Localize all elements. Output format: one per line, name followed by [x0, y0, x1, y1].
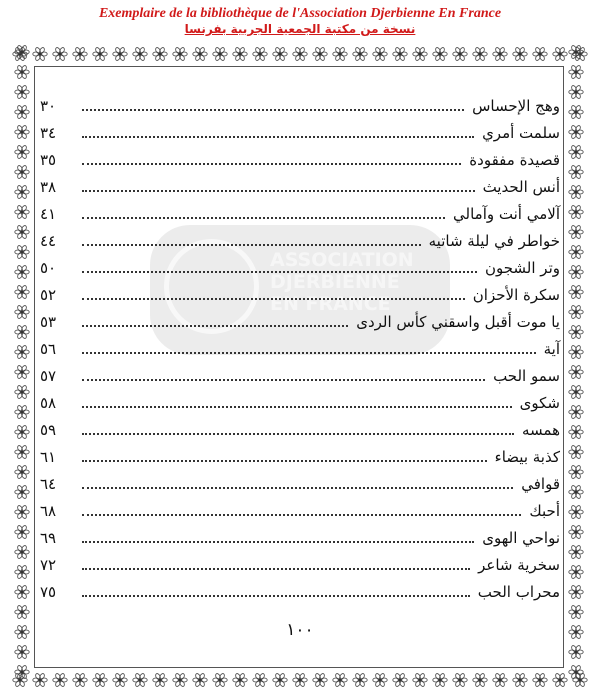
floral-ornament-icon: [569, 465, 583, 479]
toc-dot-leader: [82, 514, 521, 516]
floral-ornament-icon: [493, 47, 507, 61]
floral-ornament-icon: [153, 47, 167, 61]
toc-entry: [40, 524, 560, 551]
floral-ornament-icon: [569, 85, 583, 99]
toc-entry: [40, 578, 560, 605]
floral-ornament-icon: [15, 545, 29, 559]
toc-entry: [40, 200, 560, 227]
library-stamp-header: [0, 6, 600, 36]
floral-ornament-icon: [15, 105, 29, 119]
floral-ornament-icon: [393, 47, 407, 61]
floral-ornament-icon: [569, 665, 583, 679]
toc-entry: [40, 551, 560, 578]
floral-ornament-icon: [473, 673, 487, 687]
toc-entry: [40, 119, 560, 146]
floral-ornament-icon: [569, 185, 583, 199]
toc-entry-page: ٦٤: [40, 474, 57, 493]
floral-ornament-icon: [569, 145, 583, 159]
floral-ornament-icon: [15, 305, 29, 319]
toc-dot-leader: [82, 595, 470, 597]
floral-ornament-icon: [569, 605, 583, 619]
floral-ornament-icon: [15, 205, 29, 219]
floral-ornament-icon: [569, 305, 583, 319]
toc-entry-page: ٧٥: [40, 582, 57, 601]
border-left-ornament: [10, 42, 34, 692]
toc-entry-page: ٣٨: [40, 177, 57, 196]
floral-ornament-icon: [569, 285, 583, 299]
toc-entry-page: ٥٠: [40, 258, 57, 277]
toc-entry-page: ٤٤: [40, 231, 57, 250]
floral-ornament-icon: [15, 525, 29, 539]
floral-ornament-icon: [273, 673, 287, 687]
page-number: ١٠٠: [286, 620, 314, 640]
floral-ornament-icon: [73, 47, 87, 61]
toc-entry-page: ٣٥: [40, 150, 57, 169]
floral-ornament-icon: [433, 673, 447, 687]
floral-ornament-icon: [569, 265, 583, 279]
toc-dot-leader: [82, 352, 536, 354]
floral-ornament-icon: [15, 65, 29, 79]
table-of-contents: [40, 92, 560, 605]
toc-entry: [40, 470, 560, 497]
floral-ornament-icon: [15, 465, 29, 479]
toc-entry: [40, 227, 560, 254]
border-top-ornament: [10, 42, 588, 66]
floral-ornament-icon: [533, 47, 547, 61]
floral-ornament-icon: [153, 673, 167, 687]
toc-dot-leader: [82, 109, 464, 111]
toc-entry-title: سلمت أمري: [482, 123, 560, 142]
floral-ornament-icon: [569, 645, 583, 659]
toc-entry-page: ٥٢: [40, 285, 57, 304]
toc-entry-title: سمو الحب: [493, 366, 560, 385]
watermark-line-3: EN FRANCE: [270, 293, 391, 315]
floral-ornament-icon: [113, 673, 127, 687]
toc-entry-title: آلامي أنت وآمالي: [453, 204, 560, 223]
toc-entry-page: ٦١: [40, 447, 57, 466]
toc-entry-title: قصيدة مفقودة: [469, 150, 560, 169]
toc-dot-leader: [82, 298, 465, 300]
toc-entry: [40, 281, 560, 308]
toc-entry: [40, 362, 560, 389]
toc-entry-page: ٥٨: [40, 393, 57, 412]
floral-ornament-icon: [15, 405, 29, 419]
watermark-line-2: DJERBIENNE: [270, 271, 400, 293]
toc-entry-page: ٦٨: [40, 501, 57, 520]
toc-dot-leader: [82, 487, 513, 489]
floral-ornament-icon: [569, 445, 583, 459]
toc-entry-page: ٥٣: [40, 312, 57, 331]
floral-ornament-icon: [33, 673, 47, 687]
floral-ornament-icon: [253, 47, 267, 61]
toc-dot-leader: [82, 325, 348, 327]
floral-ornament-icon: [15, 245, 29, 259]
floral-ornament-icon: [15, 645, 29, 659]
toc-entry-title: همسه: [521, 420, 560, 439]
watermark-line-1: ASSOCIATION: [270, 249, 414, 271]
floral-ornament-icon: [313, 673, 327, 687]
floral-ornament-icon: [173, 673, 187, 687]
toc-entry-page: ٥٩: [40, 420, 57, 439]
toc-entry: [40, 308, 560, 335]
floral-ornament-icon: [15, 285, 29, 299]
toc-dot-leader: [82, 190, 475, 192]
floral-ornament-icon: [213, 673, 227, 687]
floral-ornament-icon: [569, 165, 583, 179]
floral-ornament-icon: [313, 47, 327, 61]
floral-ornament-icon: [113, 47, 127, 61]
toc-dot-leader: [82, 244, 421, 246]
floral-ornament-icon: [569, 545, 583, 559]
floral-ornament-icon: [193, 673, 207, 687]
toc-dot-leader: [82, 568, 470, 570]
toc-entry: [40, 389, 560, 416]
floral-ornament-icon: [413, 673, 427, 687]
toc-entry: [40, 443, 560, 470]
floral-ornament-icon: [569, 565, 583, 579]
toc-entry-title: أحبك: [529, 501, 560, 520]
floral-ornament-icon: [373, 673, 387, 687]
floral-ornament-icon: [133, 47, 147, 61]
floral-ornament-icon: [513, 673, 527, 687]
floral-ornament-icon: [15, 85, 29, 99]
floral-ornament-icon: [333, 673, 347, 687]
toc-entry-page: ٧٢: [40, 555, 57, 574]
floral-ornament-icon: [133, 673, 147, 687]
floral-ornament-icon: [569, 45, 583, 59]
floral-ornament-icon: [569, 325, 583, 339]
floral-ornament-icon: [569, 225, 583, 239]
floral-ornament-icon: [453, 47, 467, 61]
floral-ornament-icon: [569, 385, 583, 399]
floral-ornament-icon: [569, 405, 583, 419]
floral-ornament-icon: [93, 47, 107, 61]
toc-entry-title: أنس الحديث: [482, 177, 560, 196]
toc-entry: [40, 254, 560, 281]
toc-entry-title: خواطر في ليلة شاتيه: [428, 231, 560, 250]
floral-ornament-icon: [15, 145, 29, 159]
toc-entry-page: ٦٩: [40, 528, 57, 547]
floral-ornament-icon: [453, 673, 467, 687]
toc-dot-leader: [82, 541, 474, 543]
floral-ornament-icon: [373, 47, 387, 61]
floral-ornament-icon: [15, 325, 29, 339]
toc-entry: [40, 146, 560, 173]
floral-ornament-icon: [569, 485, 583, 499]
border-right-ornament: [564, 42, 588, 692]
floral-ornament-icon: [253, 673, 267, 687]
floral-ornament-icon: [569, 205, 583, 219]
floral-ornament-icon: [93, 673, 107, 687]
floral-ornament-icon: [15, 225, 29, 239]
floral-ornament-icon: [33, 47, 47, 61]
toc-entry-title: نواحي الهوى: [482, 528, 560, 547]
border-bottom-ornament: [10, 668, 588, 692]
header-arabic-text: نسخة من مكتبة الجمعية الجربية بفرنسا: [184, 22, 416, 36]
floral-ornament-icon: [273, 47, 287, 61]
toc-dot-leader: [82, 217, 445, 219]
floral-ornament-icon: [15, 585, 29, 599]
toc-entry-page: ٥٦: [40, 339, 57, 358]
floral-ornament-icon: [15, 485, 29, 499]
toc-entry-page: ٥٧: [40, 366, 57, 385]
floral-ornament-icon: [569, 425, 583, 439]
floral-ornament-icon: [15, 345, 29, 359]
floral-ornament-icon: [173, 47, 187, 61]
floral-ornament-icon: [15, 365, 29, 379]
toc-entry-title: وتر الشجون: [484, 258, 560, 277]
toc-entry-page: ٤١: [40, 204, 57, 223]
floral-ornament-icon: [213, 47, 227, 61]
floral-ornament-icon: [233, 673, 247, 687]
floral-ornament-icon: [53, 47, 67, 61]
header-french-text: Exemplaire de la bibliothèque de l'Association Djerbienne En France: [98, 6, 502, 21]
floral-ornament-icon: [433, 47, 447, 61]
toc-entry-title: قوافي: [521, 474, 560, 493]
toc-entry-title: كذبة بيضاء: [494, 447, 560, 466]
toc-entry: [40, 416, 560, 443]
floral-ornament-icon: [293, 673, 307, 687]
floral-ornament-icon: [15, 165, 29, 179]
toc-entry: [40, 173, 560, 200]
toc-entry-title: يا موت أقبل واسقني كأس الردى: [356, 312, 560, 331]
toc-entry-title: وهج الإحساس: [472, 96, 560, 115]
floral-ornament-icon: [569, 125, 583, 139]
floral-ornament-icon: [333, 47, 347, 61]
floral-ornament-icon: [569, 105, 583, 119]
floral-ornament-icon: [15, 505, 29, 519]
toc-dot-leader: [82, 379, 485, 381]
floral-ornament-icon: [513, 47, 527, 61]
floral-ornament-icon: [15, 445, 29, 459]
floral-ornament-icon: [53, 673, 67, 687]
floral-ornament-icon: [569, 65, 583, 79]
floral-ornament-icon: [15, 425, 29, 439]
floral-ornament-icon: [193, 47, 207, 61]
toc-dot-leader: [82, 460, 487, 462]
floral-ornament-icon: [533, 673, 547, 687]
toc-dot-leader: [82, 433, 514, 435]
floral-ornament-icon: [233, 47, 247, 61]
floral-ornament-icon: [393, 673, 407, 687]
toc-dot-leader: [82, 406, 512, 408]
toc-dot-leader: [82, 271, 477, 273]
floral-ornament-icon: [353, 47, 367, 61]
toc-entry: [40, 335, 560, 362]
toc-entry-page: ٣٠: [40, 96, 57, 115]
floral-ornament-icon: [15, 605, 29, 619]
toc-dot-leader: [82, 136, 474, 138]
toc-entry: [40, 497, 560, 524]
floral-ornament-icon: [15, 185, 29, 199]
floral-ornament-icon: [15, 125, 29, 139]
floral-ornament-icon: [569, 525, 583, 539]
floral-ornament-icon: [15, 265, 29, 279]
toc-dot-leader: [82, 163, 461, 165]
floral-ornament-icon: [569, 245, 583, 259]
floral-ornament-icon: [569, 345, 583, 359]
floral-ornament-icon: [293, 47, 307, 61]
floral-ornament-icon: [15, 665, 29, 679]
floral-ornament-icon: [15, 385, 29, 399]
floral-ornament-icon: [73, 673, 87, 687]
floral-ornament-icon: [569, 505, 583, 519]
floral-ornament-icon: [569, 365, 583, 379]
floral-ornament-icon: [15, 565, 29, 579]
toc-entry: [40, 92, 560, 119]
toc-entry-title: آية: [543, 339, 560, 358]
toc-entry-title: شكوى: [519, 393, 560, 412]
floral-ornament-icon: [413, 47, 427, 61]
floral-ornament-icon: [15, 45, 29, 59]
floral-ornament-icon: [493, 673, 507, 687]
toc-entry-title: سكرة الأحزان: [472, 285, 560, 304]
floral-ornament-icon: [569, 585, 583, 599]
floral-ornament-icon: [353, 673, 367, 687]
floral-ornament-icon: [473, 47, 487, 61]
toc-entry-title: محراب الحب: [477, 582, 560, 601]
toc-entry-title: سخرية شاعر: [478, 555, 560, 574]
toc-entry-page: ٣٤: [40, 123, 57, 142]
